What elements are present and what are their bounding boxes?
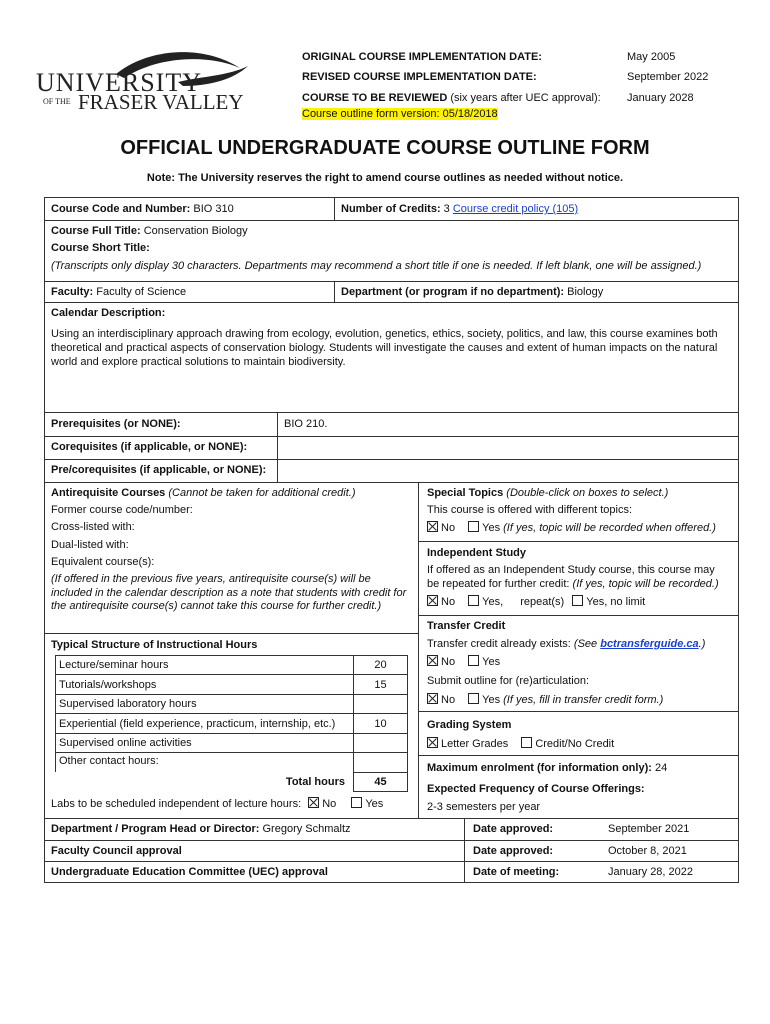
hours-row-name: Other contact hours: (59, 755, 159, 767)
prereq-value[interactable]: BIO 210. (284, 418, 328, 430)
department: Department (or program if no department): Biology (341, 286, 604, 298)
max-enrolment-value[interactable]: 24 (651, 762, 668, 774)
labs-scheduling: Labs to be scheduled independent of lecture hours: No Yes (51, 798, 384, 810)
grading-options: Letter Grades Credit/No Credit (427, 737, 614, 750)
department-value[interactable]: Biology (564, 286, 604, 298)
indep-yes-checkbox[interactable] (468, 595, 479, 606)
letter-grades-checkbox[interactable] (427, 737, 438, 748)
review-label: COURSE TO BE REVIEWED (302, 92, 448, 104)
hours-row-name: Experiential (field experience, practicum, internship, etc.) (59, 718, 336, 730)
transfer-submit: Submit outline for (re)articulation: (427, 675, 590, 687)
transcript-note: (Transcripts only display 30 characters. Departments may recommend a short title if one is needed. If left blank, one will be assigned.) (51, 260, 702, 272)
special-no-checkbox[interactable] (427, 521, 438, 532)
review-note: (six years after UEC approval): (447, 92, 601, 104)
orig-date-label: ORIGINAL COURSE IMPLEMENTATION DATE: (302, 51, 542, 63)
date-approved-label-2: Date approved: (473, 845, 554, 857)
rev-date-label: REVISED COURSE IMPLEMENTATION DATE: (302, 71, 537, 83)
calendar-description[interactable]: Using an interdisciplinary approach drawing from ecology, evolution, genetics, ethics, society, politics, and law, this course examines both theoretical and practical aspects of conservation biology. Students will investigate the causes and extent of human impacts on the natural world and explore practical solutions to maintain biodiversity. (51, 328, 718, 368)
dual-listed: Dual-listed with: (51, 539, 129, 551)
credits: Number of Credits: 3 Course credit policy (105) (341, 203, 579, 215)
hours-row-name: Tutorials/workshops (59, 679, 157, 691)
special-yes-checkbox[interactable] (468, 521, 479, 532)
full-title-value[interactable]: Conservation Biology (140, 225, 248, 237)
former-course: Former course code/number: (51, 504, 193, 516)
equivalent-courses: Equivalent course(s): (51, 556, 155, 568)
total-hours-value: 45 (374, 776, 387, 788)
page-title: OFFICIAL UNDERGRADUATE COURSE OUTLINE FORM (120, 137, 650, 159)
orig-date-value: May 2005 (627, 51, 676, 63)
course-code-value[interactable]: BIO 310 (190, 203, 234, 215)
program-head-value[interactable]: Gregory Schmaltz (259, 823, 351, 835)
indep-no-checkbox[interactable] (427, 595, 438, 606)
hours-table (55, 655, 408, 792)
logo-university: UNIVERSITY (36, 68, 202, 97)
hours-row-value[interactable]: 20 (374, 659, 387, 671)
transfer-yes-checkbox[interactable] (468, 655, 479, 666)
review-date-label (302, 92, 601, 104)
articulation-yes-checkbox[interactable] (468, 693, 479, 704)
course-code: Course Code and Number: BIO 310 (51, 203, 234, 215)
rev-date-value: September 2022 (627, 71, 709, 83)
articulation-no-checkbox[interactable] (427, 693, 438, 704)
faculty: Faculty: Faculty of Science (51, 286, 187, 298)
special-topics-options: No Yes (If yes, topic will be recorded when offered.) (427, 521, 716, 534)
credits-value[interactable]: 3 (440, 203, 453, 215)
calendar-label: Calendar Description: (51, 307, 166, 319)
date-approved-value-1[interactable]: September 2021 (608, 823, 690, 835)
date-approved-value-2[interactable]: October 8, 2021 (608, 845, 687, 857)
total-hours-label: Total hours (285, 776, 345, 788)
amend-note: Note: The University reserves the right to amend course outlines as needed without notice. (146, 172, 624, 184)
hours-label: Typical Structure of Instructional Hours (51, 639, 258, 651)
indep-study-label: Independent Study (427, 547, 526, 559)
hours-row-name: Lecture/seminar hours (59, 659, 169, 671)
transfer-label: Transfer Credit (427, 620, 506, 632)
form-version: Course outline form version: 05/18/2018 (302, 108, 498, 120)
date-approved-label-1: Date approved: (473, 823, 554, 835)
credit-no-credit-checkbox[interactable] (521, 737, 532, 748)
full-title: Course Full Title: Conservation Biology (51, 225, 248, 237)
faculty-council-label: Faculty Council approval (51, 845, 182, 857)
transfer-exists: Transfer credit already exists: (See bctransferguide.ca.) (427, 638, 706, 650)
uec-label: Undergraduate Education Committee (UEC) approval (51, 866, 328, 878)
date-meeting-value[interactable]: January 28, 2022 (608, 866, 694, 878)
logo-of-the: OF THE (43, 97, 71, 106)
special-topics-text: This course is offered with different topics: (427, 504, 633, 516)
antireq-note: (If offered in the previous five years, antirequisite course(s) will be included in the calendar description as a note that students with credit for the antirequisite course(s) cannot take this course for further credit.) (51, 573, 407, 612)
prereq-label: Prerequisites (or NONE): (51, 418, 181, 430)
transfer-submit-options: No Yes (If yes, fill in transfer credit form.) (427, 693, 663, 706)
bctransferguide-link[interactable]: bctransferguide.ca (600, 638, 699, 650)
hours-row-name: Supervised online activities (59, 737, 192, 749)
university-logo (28, 46, 253, 116)
logo-fraser-valley: FRASER VALLEY (78, 90, 244, 114)
program-head: Department / Program Head or Director: Gregory Schmaltz (51, 823, 351, 835)
indep-study-text1: If offered as an Independent Study course, this course may (427, 564, 715, 576)
frequency-value[interactable]: 2-3 semesters per year (427, 801, 541, 813)
credit-policy-link[interactable]: Course credit policy (105) (452, 203, 579, 215)
transfer-exists-options: No Yes (427, 655, 500, 668)
coreq-label: Corequisites (if applicable, or NONE): (51, 441, 248, 453)
hours-row-value[interactable]: 10 (374, 718, 387, 730)
antireq-header: Antirequisite Courses (Cannot be taken for additional credit.) (51, 487, 356, 499)
labs-no-checkbox[interactable] (308, 797, 319, 808)
hours-row-value[interactable]: 15 (374, 679, 387, 691)
max-enrolment: Maximum enrolment (for information only): 24 (427, 762, 668, 774)
review-date-value: January 2028 (627, 92, 694, 104)
precoreq-label: Pre/corequisites (if applicable, or NONE): (51, 464, 267, 476)
faculty-value[interactable]: Faculty of Science (93, 286, 187, 298)
special-topics-header: Special Topics (Double-click on boxes to select.) (427, 487, 669, 499)
indep-no-limit-checkbox[interactable] (572, 595, 583, 606)
indep-study-text2: be repeated for further credit: (If yes, topic will be recorded.) (427, 578, 719, 590)
transfer-no-checkbox[interactable] (427, 655, 438, 666)
hours-row-name: Supervised laboratory hours (59, 698, 197, 710)
indep-study-options: No Yes, repeat(s) Yes, no limit (427, 595, 645, 608)
date-meeting-label: Date of meeting: (473, 866, 560, 878)
labs-yes-checkbox[interactable] (351, 797, 362, 808)
frequency-label: Expected Frequency of Course Offerings: (427, 783, 645, 795)
cross-listed: Cross-listed with: (51, 521, 135, 533)
grading-label: Grading System (427, 719, 512, 731)
short-title-label: Course Short Title: (51, 242, 150, 254)
